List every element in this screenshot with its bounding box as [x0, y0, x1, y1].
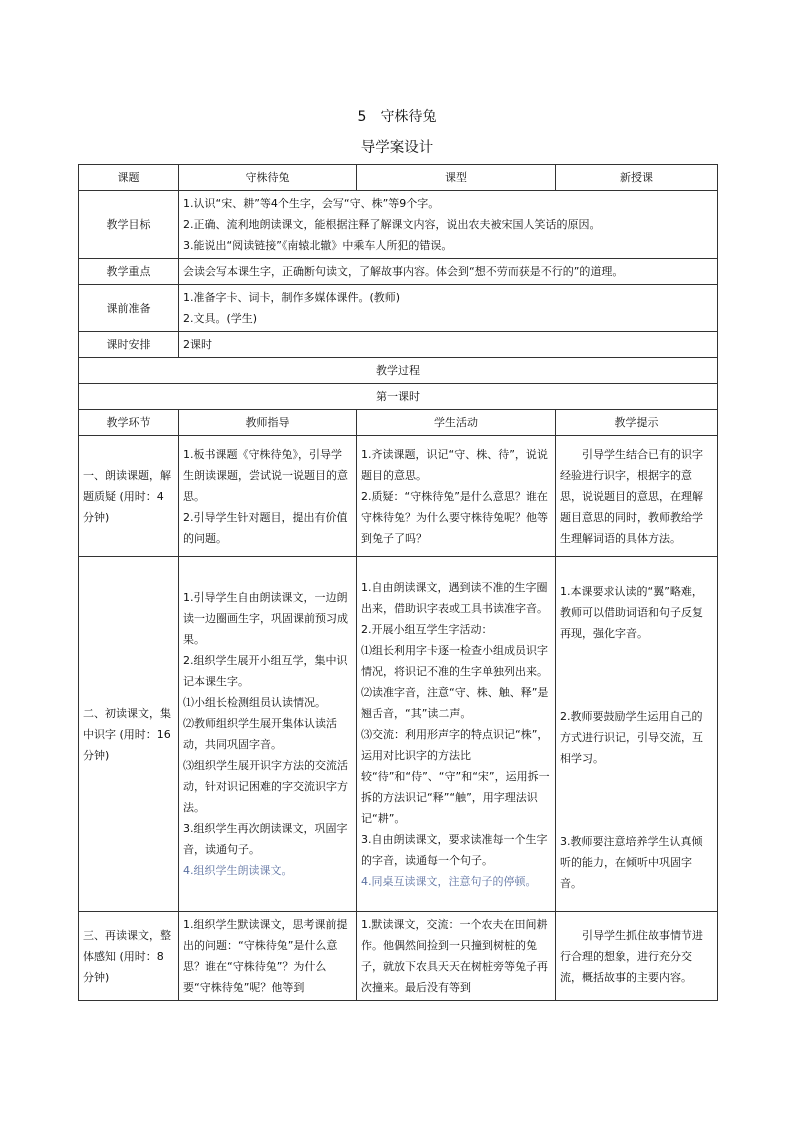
student-item: ⑵读准字音，注意“守、株、触、释”是翘舌音，“其”读二声。: [361, 685, 549, 720]
column-header-row: [79, 410, 718, 436]
student-activity: [357, 557, 556, 912]
teaching-tip: [556, 557, 718, 912]
focus-row: [79, 259, 718, 285]
teaching-tip: [556, 436, 718, 557]
column-header: 教师指导: [179, 410, 357, 436]
column-header: 教学环节: [79, 410, 179, 436]
teacher-item: 2.组织学生展开小组互学，集中识记本课生字。: [183, 654, 348, 688]
goal-item: 2.正确、流利地朗读课文，能根据注释了解课文内容，说出农夫被宋国人笑话的原因。: [183, 218, 601, 231]
lesson-value: 守株待兔: [179, 165, 357, 191]
goals-row: [79, 191, 718, 259]
process-title-row: [79, 358, 718, 384]
schedule-label: 课时安排: [79, 332, 179, 358]
teacher-guidance: [179, 436, 357, 557]
teaching-tip: [556, 912, 718, 1001]
header-row: [79, 165, 718, 191]
page-title: 导学案设计: [360, 140, 434, 156]
student-activity: [357, 912, 556, 1001]
teacher-guidance: [179, 557, 357, 912]
student-item: ⑶交流：利用形声字的特点识记“株”，运用对比识字的方法比较“待”和“侍”、“守”和“宋”，运用拆一拆的方法识记“释”“触”，用字理法识记“耕”。: [361, 727, 550, 825]
lesson-number-title: 5 守株待兔: [357, 109, 437, 125]
student-item: 4.同桌互读课文，注意句子的停顿。: [361, 874, 537, 888]
student-item: 3.自由朗读课文，要求读准每一个生字的字音，读通每一个句子。: [361, 832, 548, 867]
lesson-plan-table: [78, 164, 718, 1001]
prep-content: [179, 285, 718, 332]
stage-row-2: [79, 557, 718, 912]
focus-value: 会读会写本课生字，正确断句读文，了解故事内容。体会到“想不劳而获是不行的”的道理。: [179, 259, 718, 285]
tip-text: 3.教师要注意培养学生认真倾听的能力，在倾听中巩固字音。: [560, 835, 703, 890]
teacher-item: 1.组织学生默读课文，思考课前提出的问题：“守株待兔”是什么意思？谁在“守株待兔”？为什么要“守株待兔”呢？他等到: [183, 918, 348, 994]
stage-label: 一、朗读课题，解题质疑 (用时：4分钟): [79, 436, 179, 557]
teacher-item: ⑵教师组织学生展开集体认读活动，共同巩固字音。: [183, 717, 337, 751]
teacher-item: 4.组织学生朗读课文。: [183, 864, 293, 877]
stage-label: 二、初读课文，集中识字 (用时：16分钟): [79, 557, 179, 912]
period-title-row: [79, 384, 718, 410]
focus-label: 教学重点: [79, 259, 179, 285]
goal-item: 3.能说出“阅读链接”《南辕北辙》中乘车人所犯的错误。: [183, 239, 453, 252]
prep-item: 1.准备字卡、词卡，制作多媒体课件。(教师): [183, 291, 401, 304]
student-item: ⑴组长利用字卡逐一检查小组成员识字情况，将识记不准的生字单独列出来。: [361, 643, 548, 678]
tip-text: 1.本课要求认读的“翼”略难，教师可以借助词语和句子反复再现，强化字音。: [560, 585, 703, 640]
period-title: 第一课时: [79, 384, 718, 410]
student-item: 2.质疑：“守株待兔”是什么意思？谁在守株待兔？为什么要守株待兔呢？他等到兔子了吗？: [361, 489, 548, 545]
student-item: 1.齐读课题，识记“守、株、待”，说说题目的意思。: [361, 447, 548, 482]
lesson-label: 课题: [79, 165, 179, 191]
student-item: 1.默读课文，交流：一个农夫在田间耕作。他偶然间捡到一只撞到树桩的兔子，就放下农具天天在树桩旁等兔子再次撞来。最后没有等到: [361, 918, 548, 994]
tip-text: 2.教师要鼓励学生运用自己的方式进行识记，引导交流，互相学习。: [560, 710, 703, 765]
goals-content: [179, 191, 718, 259]
student-activity: [357, 436, 556, 557]
teacher-guidance: [179, 912, 357, 1001]
column-header: 学生活动: [357, 410, 556, 436]
student-item: 2.开展小组互学生字活动：: [361, 622, 493, 636]
schedule-row: [79, 332, 718, 358]
tip-text: 引导学生抓住故事情节进行合理的想象，进行充分交流，概括故事的主要内容。: [560, 928, 703, 984]
teacher-item: ⑴小组长检测组员认读情况。: [183, 696, 326, 709]
prep-item: 2.文具。(学生): [183, 312, 258, 325]
stage-label: 三、再读课文，整体感知 (用时：8分钟): [79, 912, 179, 1001]
teacher-item: ⑶组织学生展开识字方法的交流活动，针对识记困难的字交流识字方法。: [183, 759, 348, 814]
prep-label: 课前准备: [79, 285, 179, 332]
process-title: 教学过程: [79, 358, 718, 384]
tip-text: 引导学生结合已有的识字经验进行识字，根据字的意思，说说题目的意思，在理解题目意思的同时，教师教给学生理解词语的具体方法。: [560, 447, 703, 545]
teacher-item: 2.引导学生针对题目，提出有价值的问题。: [183, 510, 348, 545]
goal-item: 1.认识“宋、耕”等4个生字，会写“守、株”等9个字。: [183, 197, 440, 210]
type-value: 新授课: [556, 165, 718, 191]
goals-label: 教学目标: [79, 191, 179, 259]
teacher-item: 3.组织学生再次朗读课文，巩固字音，读通句子。: [183, 822, 348, 856]
column-header: 教学提示: [556, 410, 718, 436]
teacher-item: 1.引导学生自由朗读课文，一边朗读一边圈画生字，巩固课前预习成果。: [183, 591, 348, 646]
stage-row-3: [79, 912, 718, 1001]
stage-row-1: [79, 436, 718, 557]
type-label: 课型: [357, 165, 556, 191]
student-item: 1.自由朗读课文，遇到读不准的生字圈出来，借助识字表或工具书读准字音。: [361, 580, 548, 615]
schedule-value: 2课时: [179, 332, 718, 358]
teacher-item: 1.板书课题《守株待兔》，引导学生朗读课题，尝试说一说题目的意思。: [183, 447, 348, 503]
prep-row: [79, 285, 718, 332]
